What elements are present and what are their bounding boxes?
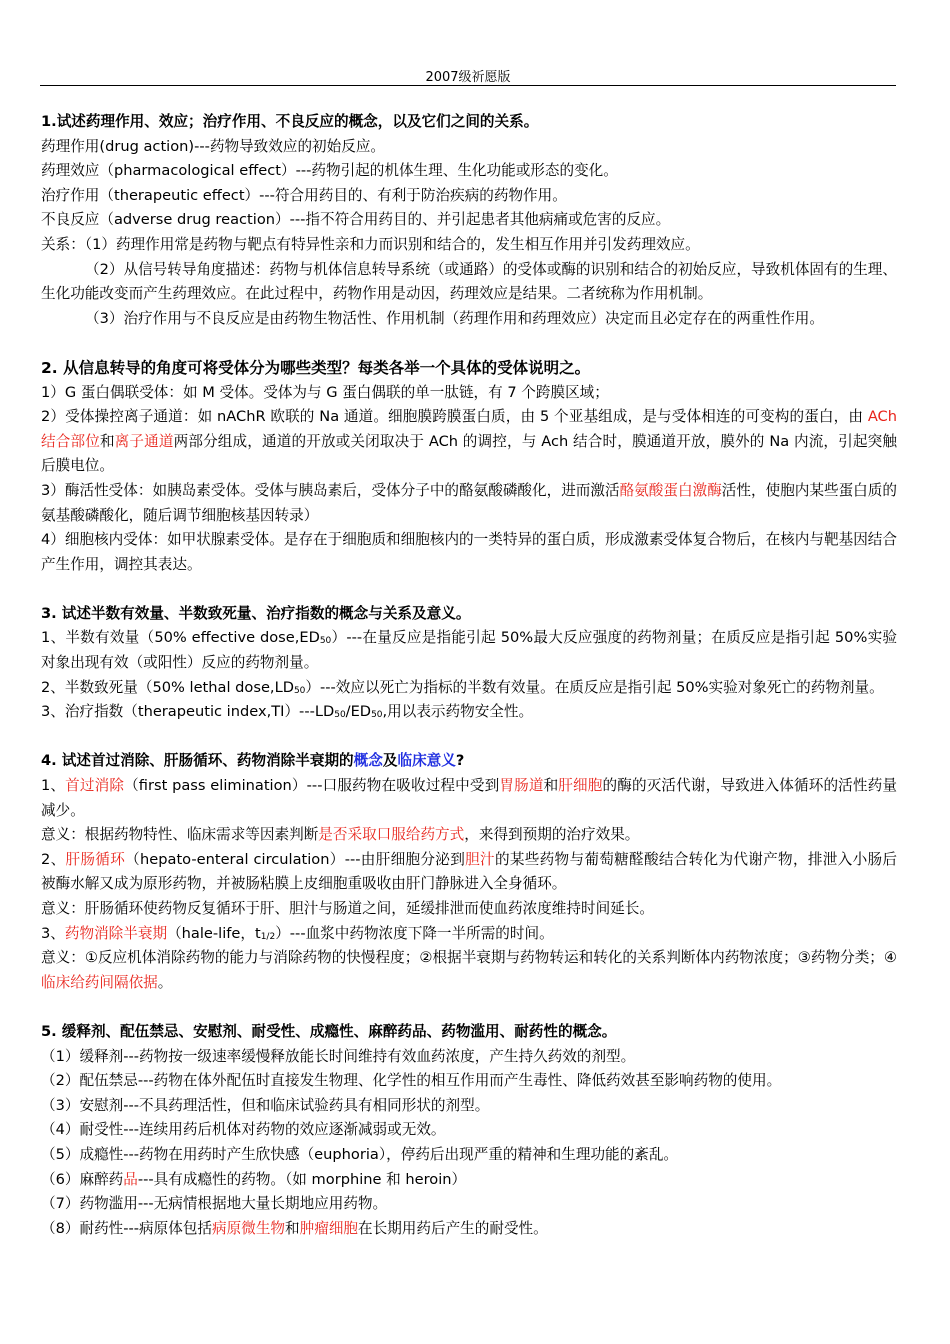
q4-line: 意义：肝肠循环使药物反复循环于肝、胆汁与肠道之间，延缓排泄而使血药浓度维持时间延长。	[41, 900, 654, 917]
q5-line: （6）麻醉药品---具有成瘾性的药物。（如 morphine 和 heroin）	[41, 1170, 467, 1188]
q5-title: 5. 缓释剂、配伍禁忌、安慰剂、耐受性、成瘾性、麻醉药品、药物滥用、耐药性的概念。	[41, 1022, 617, 1040]
q4-line: 意义：根据药物特性、临床需求等因素判断是否采取口服给药方式，来得到预期的治疗效果。	[41, 826, 640, 844]
highlight: 药物消除半衰期	[64, 924, 168, 942]
q1-title: 1.试述药理作用、效应；治疗作用、不良反应的概念，以及它们之间的关系。	[41, 113, 539, 130]
q5-line: （3）安慰剂---不具药理活性，但和临床试验药具有相同形状的剂型。	[41, 1096, 490, 1114]
q4-line: 3、药物消除半衰期（hale-life，$t_{1/2})---$血浆中药物浓度下降一半所需的时间。	[41, 924, 554, 942]
q5-line: （7）药物滥用---无病情根据地大量长期地应用药物。	[41, 1195, 388, 1213]
q4-line: 1、首过消除（first pass elimination）---口服药物在吸收过程中受到胃肠道和肝细胞的酶的灭活代谢，导致进入体循环的活性药量减少。	[41, 777, 897, 819]
q3-title: 3. 试述半数有效量、半数致死量、治疗指数的概念与关系及意义。	[41, 604, 471, 622]
q1-relation: （3）治疗作用与不良反应是由药物生物活性、作用机制（药理作用和药理效应）决定而且必定存在的两重性作用。	[85, 309, 824, 327]
highlight: 肝细胞	[558, 777, 603, 795]
q2-line: 3）酶活性受体：如胰岛素受体。受体与胰岛素后，受体分子中的酪氨酸磷酸化，进而激活酪氨酸蛋白激酶活性，使胞内某些蛋白质的氨基酸磷酸化，随后调节细胞核基因转录）	[41, 481, 897, 524]
q3-line: 3、治疗指数（therapeutic $index,TI)---LD_{50}/ED_{50}$,用以表示药物安全性。	[41, 703, 534, 721]
q4-line: 意义：①反应机体消除药物的能力与消除药物的快慢程度；②根据半衰期与药物转运和转化的关系判断体内药物浓度；③药物分类；④临床给药间隔依据。	[41, 949, 897, 991]
q1-line: 药理作用(drug action)---药物导致效应的初始反应。	[41, 137, 386, 155]
q4-title: 4. 试述首过消除、肝肠循环、药物消除半衰期的概念及临床意义?	[41, 752, 465, 770]
highlight: 胃肠道	[499, 777, 544, 795]
q3-line: 1、半数有效量（50% effective $dose,ED_{50})---$在量反应是指能引起 50%最大反应强度的药物剂量；在质反应是指引起 50%实验对象出现有效（或阳性）反应的药物剂量。	[41, 629, 897, 672]
header-divider	[40, 85, 896, 86]
highlight: 酪氨酸蛋白激酶	[619, 481, 722, 499]
q2-line: 2）受体操控离子通道：如 nAChR 欧联的 Na 通道。细胞膜跨膜蛋白质，由 5 个亚基组成，是与受体相连的可变构的蛋白，由 ACh 结合部位和离子通道两部分组成，通道的开放或关闭取决于 ACh 的调控，与 Ach 结合时，膜通道开放，膜外的 Na 内流，引起突触后膜电位。	[41, 408, 897, 475]
q5-line: （4）耐受性---连续用药后机体对药物的效应逐渐减弱或无效。	[41, 1121, 446, 1139]
highlight: 胆汁	[465, 850, 495, 868]
highlight: 概念	[353, 752, 383, 770]
q2-line: 1）G 蛋白偶联受体：如 M 受体。受体为与 G 蛋白偶联的单一肽链，有 7 个跨膜区域；	[41, 383, 609, 401]
q5-line: （1）缓释剂---药物按一级速率缓慢释放能长时间维持有效血药浓度，产生持久药效的剂型。	[41, 1047, 636, 1065]
q1-line: 不良反应（adverse drug reaction）---指不符合用药目的、并引起患者其他病痛或危害的反应。	[41, 211, 671, 229]
q5-line: （8）耐药性---病原体包括病原微生物和肿瘤细胞在长期用药后产生的耐受性。	[41, 1219, 548, 1237]
q5-line: （5）成瘾性---药物在用药时产生欣快感（euphoria），停药后出现严重的精神和生理功能的紊乱。	[41, 1145, 679, 1163]
highlight: 临床意义	[397, 752, 456, 770]
q1-line: 药理效应（pharmacological effect）---药物引起的机体生理、生化功能或形态的变化。	[41, 162, 618, 180]
q2-line: 4）细胞核内受体：如甲状腺素受体。是存在于细胞质和细胞核内的一类特异的蛋白质，形成激素受体复合物后，在核内与靶基因结合产生作用，调控其表达。	[41, 531, 897, 573]
highlight: 病原微生物	[212, 1219, 286, 1237]
q1-relation: （2）从信号转导角度描述：药物与机体信息转导系统（或通路）的受体或酶的识别和结合的初始反应，导致机体固有的生理、生化功能改变而产生药理效应。在此过程中，药物作用是动因，药理效应是结果。二者统称为作用机制。	[41, 260, 897, 303]
highlight: 肝肠循环	[65, 850, 126, 868]
document-body	[41, 110, 897, 1241]
q3-line: 2、半数致死量（50% lethal $dose,LD_{50})---$效应以死亡为指标的半数有效量。在质反应是指引起 50%实验对象死亡的药物剂量。	[41, 678, 884, 696]
q4-line: 2、肝肠循环（hepato-enteral circulation）---由肝细胞分泌到胆汁的某些药物与葡萄糖醛酸结合转化为代谢产物，排泄入小肠后被酶水解又成为原形药物，并被肠粘膜上皮细胞重吸收由肝门静脉进入全身循环。	[41, 850, 897, 893]
highlight: 品	[123, 1170, 138, 1188]
highlight: 离子通道	[114, 432, 174, 450]
highlight: 肿瘤细胞	[299, 1219, 359, 1237]
page-header: 2007级祈愿版	[425, 70, 511, 85]
highlight: 临床给药间隔依据	[41, 973, 158, 991]
highlight: ACh 结合部位	[41, 408, 897, 450]
highlight: 是否采取口服给药方式	[318, 826, 465, 844]
q2-title: 2. 从信息转导的角度可将受体分为哪些类型？每类各举一个具体的受体说明之。	[41, 358, 591, 377]
highlight: 首过消除	[65, 777, 125, 795]
q1-line: 治疗作用（therapeutic effect）---符合用药目的、有利于防治疾病的药物作用。	[41, 186, 567, 204]
q5-line: （2）配伍禁忌---药物在体外配伍时直接发生物理、化学性的相互作用而产生毒性、降低药效甚至影响药物的使用。	[41, 1072, 782, 1090]
q1-relation: 关系：（1）药理作用常是药物与靶点有特异性亲和力而识别和结合的，发生相互作用并引发药理效应。	[41, 235, 700, 253]
